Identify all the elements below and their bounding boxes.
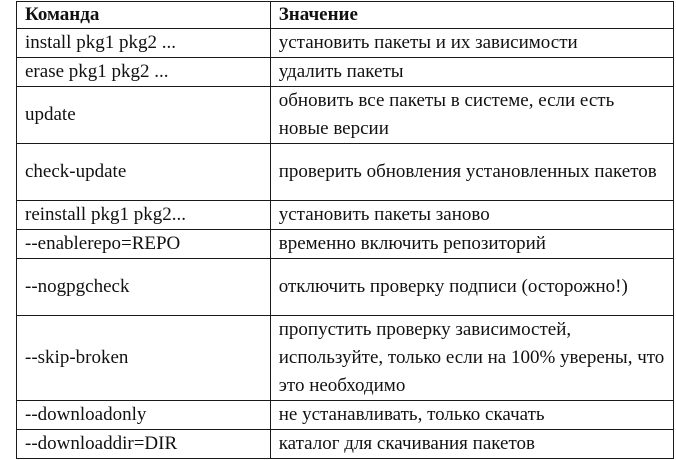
table-row bbox=[17, 230, 674, 259]
commands-table bbox=[16, 1, 674, 459]
command-cell: install pkg1 pkg2 ... bbox=[17, 29, 271, 58]
table-row bbox=[17, 87, 674, 144]
header-meaning: Значение bbox=[270, 2, 673, 29]
meaning-cell: временно включить репозиторий bbox=[270, 230, 673, 259]
meaning-cell: отключить проверку подписи (осторожно!) bbox=[270, 259, 673, 316]
command-cell: --downloaddir=DIR bbox=[17, 430, 271, 459]
meaning-cell: обновить все пакеты в системе, если есть новые версии bbox=[270, 87, 673, 144]
meaning-cell: пропустить проверку зависимостей, используйте, только если на 100% уверены, что это необходимо bbox=[270, 316, 673, 401]
meaning-cell: установить пакеты заново bbox=[270, 201, 673, 230]
table-row bbox=[17, 401, 674, 430]
meaning-cell: удалить пакеты bbox=[270, 58, 673, 87]
table-row bbox=[17, 201, 674, 230]
table-body bbox=[17, 29, 674, 459]
table-row bbox=[17, 430, 674, 459]
meaning-cell: не устанавливать, только скачать bbox=[270, 401, 673, 430]
command-cell: --downloadonly bbox=[17, 401, 271, 430]
command-cell: update bbox=[17, 87, 271, 144]
table-row bbox=[17, 29, 674, 58]
meaning-cell: установить пакеты и их зависимости bbox=[270, 29, 673, 58]
command-cell: reinstall pkg1 pkg2... bbox=[17, 201, 271, 230]
table-row bbox=[17, 144, 674, 201]
meaning-cell: проверить обновления установленных пакетов bbox=[270, 144, 673, 201]
header-command: Команда bbox=[17, 2, 271, 29]
command-cell: --nogpgcheck bbox=[17, 259, 271, 316]
command-cell: erase pkg1 pkg2 ... bbox=[17, 58, 271, 87]
table-row bbox=[17, 58, 674, 87]
meaning-cell: каталог для скачивания пакетов bbox=[270, 430, 673, 459]
command-cell: --skip-broken bbox=[17, 316, 271, 401]
table-row bbox=[17, 259, 674, 316]
command-cell: check-update bbox=[17, 144, 271, 201]
table-header-row bbox=[17, 2, 674, 29]
command-cell: --enablerepo=REPO bbox=[17, 230, 271, 259]
table-row bbox=[17, 316, 674, 401]
